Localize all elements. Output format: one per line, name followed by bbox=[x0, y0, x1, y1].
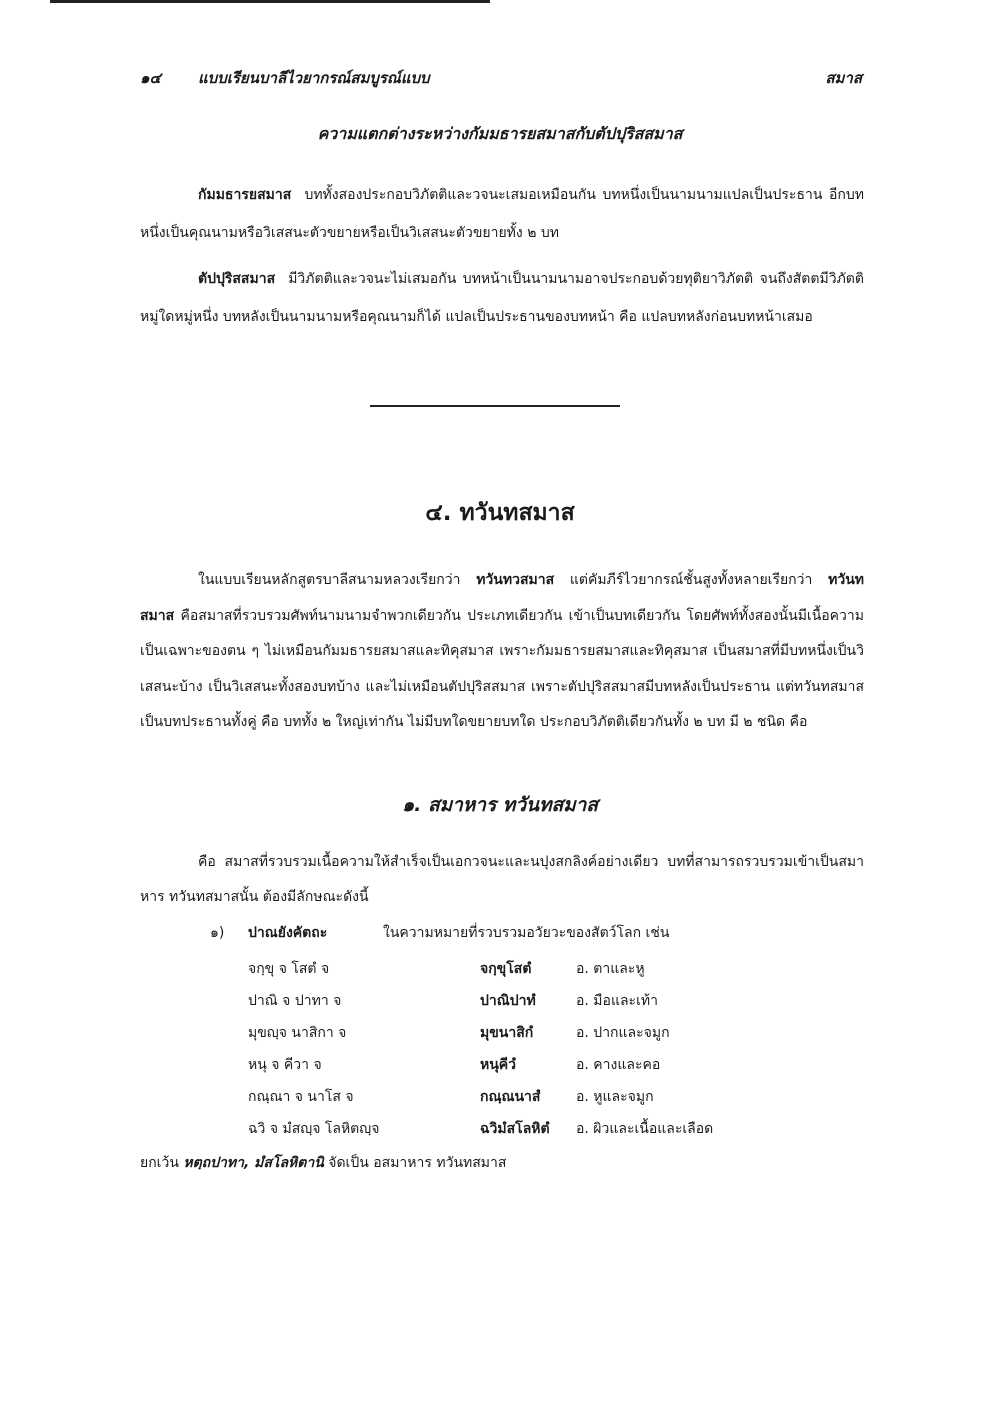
samahara-paragraph: คือ สมาสที่รวบรวมเนื้อความให้สำเร็จเป็นเอกวจนะและนปุงสกลิงค์อย่างเดียว บทที่สามารถรวบรวมเข้าเป็นสมาหาร ทวันทสมาสนั้น ต้องมีลักษณะดังนี้ bbox=[140, 854, 864, 905]
dvanda-intro-paragraph bbox=[140, 563, 864, 741]
example-parts: กณฺณา จ นาโส จ bbox=[248, 1089, 354, 1105]
example-compound: ปาณิปาทํ bbox=[480, 993, 536, 1009]
example-row bbox=[0, 982, 1000, 1014]
example-row bbox=[0, 1110, 1000, 1142]
tappurisa-term: ตัปปุริสสมาส bbox=[198, 271, 276, 287]
chapter-title: ๔. ทวันทสมาส bbox=[425, 500, 575, 526]
page-header bbox=[140, 66, 862, 90]
kammadharaya-term: กัมมธารยสมาส bbox=[198, 187, 292, 203]
item-description: ในความหมายที่รวบรวมอวัยวะของสัตว์โลก เช่น bbox=[383, 925, 670, 941]
kammadharaya-paragraph bbox=[140, 176, 864, 252]
example-meaning: อ. คางและคอ bbox=[576, 1057, 661, 1073]
example-row bbox=[0, 1078, 1000, 1110]
item-number: ๑) bbox=[210, 925, 225, 941]
exception-prefix: ยกเว้น bbox=[140, 1155, 179, 1171]
intro-text-1: ในแบบเรียนหลักสูตรบาลีสนามหลวงเรียกว่า bbox=[198, 572, 461, 588]
intro-term-2: ทวันทสมาส bbox=[140, 572, 865, 624]
example-compound: จกฺขุโสตํ bbox=[480, 961, 532, 977]
exception-words: หตฺถปาทา, มํสโลหิตานิ bbox=[183, 1155, 324, 1171]
example-compound: หนุคีวํ bbox=[480, 1057, 517, 1073]
example-parts: จกฺขุ จ โสตํ จ bbox=[248, 961, 330, 977]
example-parts: ปาณิ จ ปาทา จ bbox=[248, 993, 342, 1009]
samahara-heading: ๑. สมาหาร ทวันทสมาส bbox=[402, 794, 598, 816]
intro-text-3: คือสมาสที่รวบรวมศัพท์นามนามจำพวกเดียวกัน ประเภทเดียวกัน เข้าเป็นบทเดียวกัน โดยศัพท์ทั้งสองนั้นมีเนื้อความเป็นเฉพาะของตน ๆ ไม่เหมือนกัมมธารยสมาสและทิคุสมาส เพราะกัมมธารยสมาสและทิคุสมาส เป็นสมาสที่มีบทหนึ่งเป็นวิเสสนะบ้าง เป็นวิเสสนะทั้งสองบทบ้าง และไม่เหมือนตัปปุริสสมาส เพราะตัปปุริสสมาสมีบทหลังเป็นประธาน แต่ทวันทสมาส เป็นบทประธานทั้งคู่ คือ บททั้ง ๒ ใหญ่เท่ากัน ไม่มีบทใดขยายบทใด ประกอบวิภัตติเดียวกันทั้ง ๒ บท มี ๒ ชนิด คือ bbox=[140, 607, 865, 730]
example-compound: มุขนาสิกํ bbox=[480, 1025, 534, 1041]
tappurisa-text: มีวิภัตติและวจนะไม่เสมอกัน บทหน้าเป็นนามนามอาจประกอบด้วยทุติยาวิภัตติ จนถึงสัตตมีวิภัตติหมู่ใดหมู่หนึ่ง บทหลังเป็นนามนามหรือคุณนามก็ได้ แปลเป็นประธานของบทหน้า คือ แปลบทหลังก่อนบทหน้าเสมอ bbox=[140, 271, 864, 325]
intro-text-2: แต่คัมภีร์ไวยากรณ์ชั้นสูงทั้งหลายเรียกว่า bbox=[569, 572, 813, 588]
example-meaning: อ. หูและจมูก bbox=[576, 1089, 654, 1105]
item-term: ปาณยังคัตถะ bbox=[248, 925, 328, 941]
example-parts: ฉวิ จ มํสญฺจ โลหิตญฺจ bbox=[248, 1121, 380, 1137]
example-compound: กณฺณนาสํ bbox=[480, 1089, 541, 1105]
example-compound: ฉวิมํสโลหิตํ bbox=[480, 1121, 550, 1137]
tappurisa-paragraph bbox=[140, 260, 864, 336]
scan-edge-line bbox=[50, 0, 490, 3]
example-parts: หนุ จ คีวา จ bbox=[248, 1057, 322, 1073]
example-row bbox=[0, 950, 1000, 982]
running-head: สมาส bbox=[825, 69, 862, 87]
example-row bbox=[0, 1014, 1000, 1046]
example-meaning: อ. ผิวและเนื้อและเลือด bbox=[576, 1121, 714, 1137]
section-divider bbox=[370, 405, 620, 407]
book-title: แบบเรียนบาลีไวยากรณ์สมบูรณ์แบบ bbox=[198, 69, 430, 87]
example-row bbox=[0, 1046, 1000, 1078]
exception-note bbox=[140, 1152, 506, 1174]
exception-suffix: จัดเป็น อสมาหาร ทวันทสมาส bbox=[328, 1155, 507, 1171]
item-heading bbox=[210, 922, 669, 944]
page-number: ๑๔ bbox=[140, 69, 161, 87]
kammadharaya-text: บททั้งสองประกอบวิภัตติและวจนะเสมอเหมือนกัน บทหนึ่งเป็นนามนามแปลเป็นประธาน อีกบทหนึ่งเป็นคุณนามหรือวิเสสนะตัวขยายหรือเป็นวิเสสนะตัวขยายทั้ง ๒ บท bbox=[140, 187, 865, 241]
example-meaning: อ. ปากและจมูก bbox=[576, 1025, 670, 1041]
example-meaning: อ. มือและเท้า bbox=[576, 993, 658, 1009]
example-meaning: อ. ตาและหู bbox=[576, 961, 645, 977]
intro-term-1: ทวันทวสมาส bbox=[476, 572, 555, 588]
example-parts: มุขญฺจ นาสิกา จ bbox=[248, 1025, 347, 1041]
comparison-heading: ความแตกต่างระหว่างกัมมธารยสมาสกับตัปปุริสสมาส bbox=[317, 124, 683, 143]
